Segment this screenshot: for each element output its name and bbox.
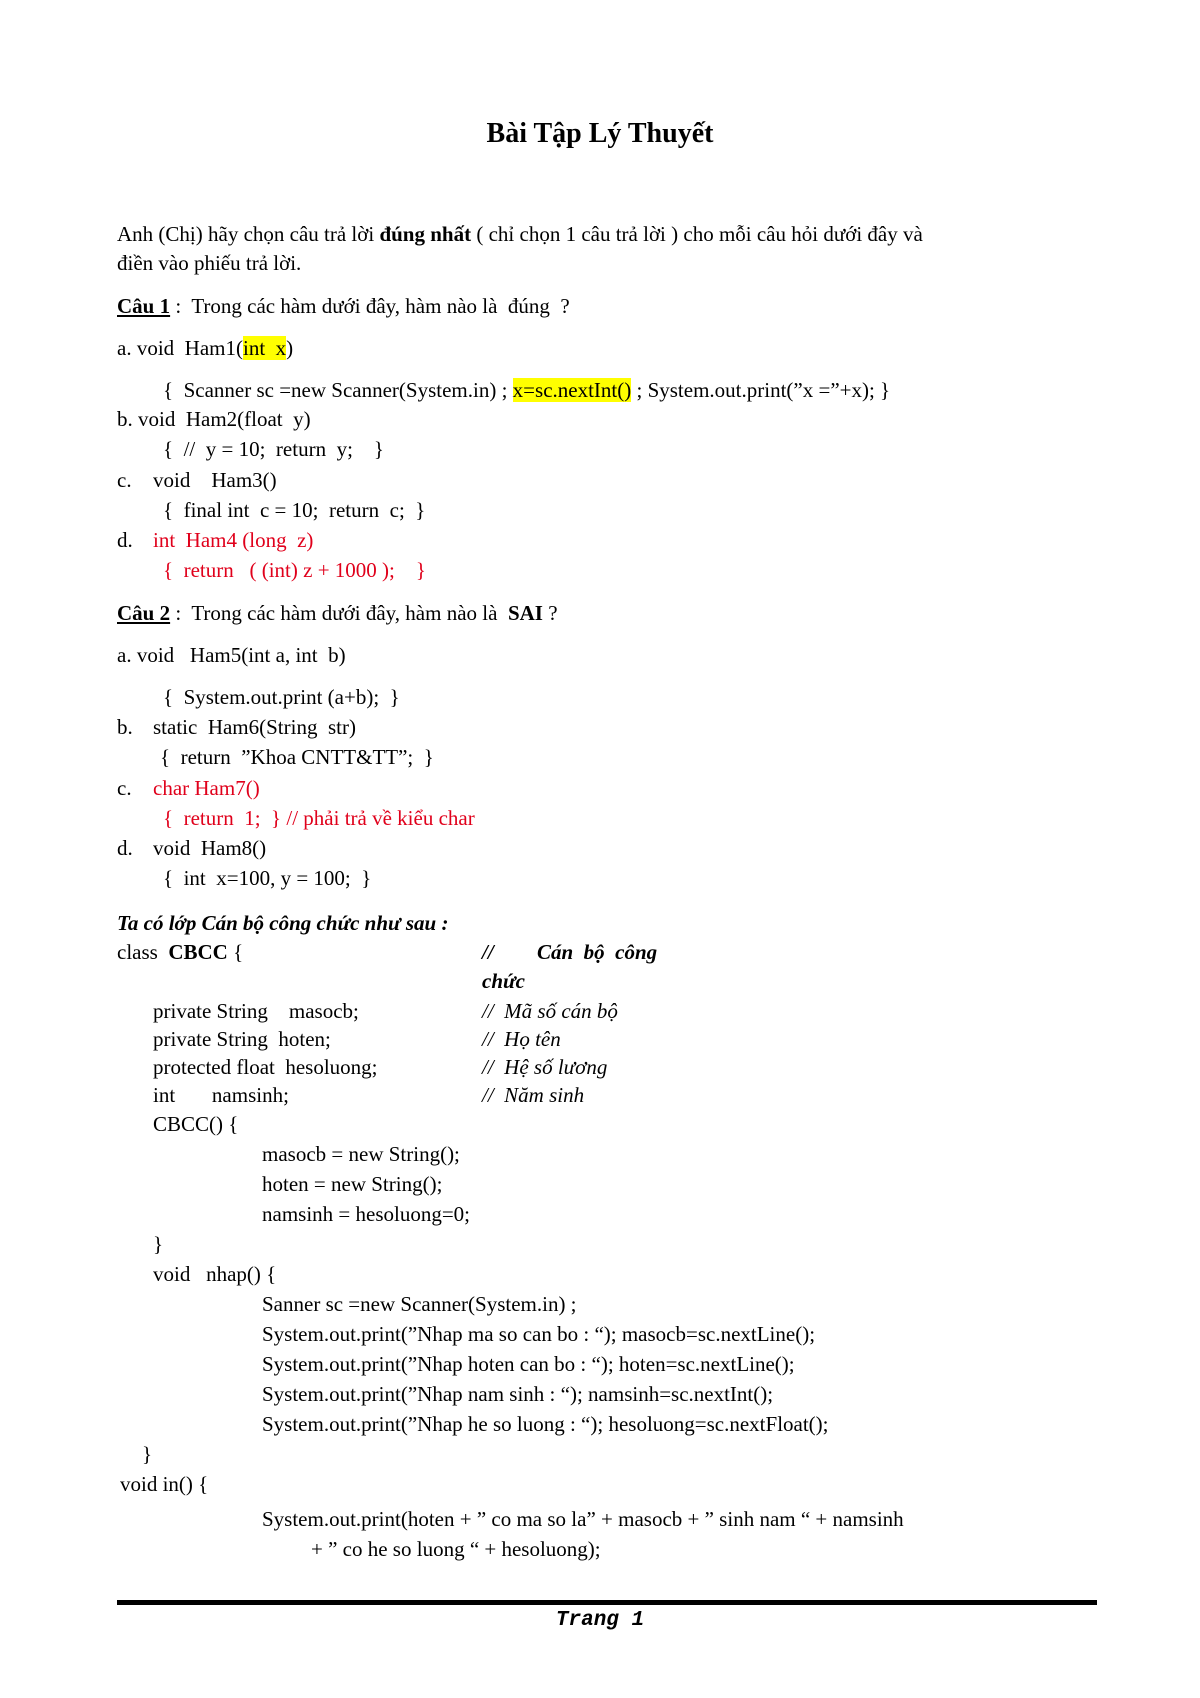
class-declaration: [117, 938, 243, 966]
method-nhap-signature: void nhap() {: [153, 1262, 277, 1286]
question-2: [117, 599, 558, 627]
q1-option-b-signature: b. void Ham2(float y): [117, 407, 311, 431]
intro-text-tail: ( chỉ chọn 1 câu trả lời ) cho mỗi câu hỏi dưới đây và: [471, 222, 923, 246]
code-text: ; System.out.print(”x =”+x); }: [631, 378, 891, 402]
constructor-end: }: [153, 1232, 164, 1256]
page-title: Bài Tập Lý Thuyết: [486, 118, 714, 149]
q2-option-d-label: d.: [117, 836, 133, 860]
q1-option-c-label: c.: [117, 468, 132, 492]
highlight: x=sc.nextInt(): [512, 378, 632, 402]
q2-option-c-body: { return 1; } // phải trả về kiểu char: [163, 806, 475, 830]
question-2-label: Câu 2: [117, 601, 171, 625]
comment-hesoluong: // Hệ số lương: [482, 1055, 608, 1079]
nhap-line-1: Sanner sc =new Scanner(System.in) ;: [262, 1292, 577, 1316]
q2-option-d-signature: void Ham8(): [153, 836, 267, 860]
comment-masocb: // Mã số cán bộ: [482, 999, 618, 1023]
class-name: CBCC: [168, 940, 228, 964]
comment-class-cont: chức: [482, 969, 525, 993]
question-2-text: : Trong các hàm dưới đây, hàm nào là: [170, 601, 508, 625]
intro-text: Anh (Chị) hãy chọn câu trả lời: [117, 222, 380, 246]
comment-slash: //: [482, 940, 494, 964]
footer-rule: [117, 1600, 1097, 1605]
q2-option-c-signature: char Ham7(): [153, 776, 260, 800]
field-masocb: private String masocb;: [153, 999, 359, 1023]
q1-option-a-body: [163, 376, 890, 404]
q2-option-d-body: { int x=100, y = 100; }: [163, 866, 372, 890]
code-text: a. void Ham1(: [117, 336, 243, 360]
field-namsinh: int namsinh;: [153, 1083, 289, 1107]
code-text: {: [227, 940, 244, 964]
q1-option-a-signature: [117, 334, 293, 362]
q2-option-c-label: c.: [117, 776, 132, 800]
q2-option-a-body: { System.out.print (a+b); }: [163, 685, 400, 709]
nhap-line-3: System.out.print(”Nhap hoten can bo : “); hoten=sc.nextLine();: [262, 1352, 795, 1376]
question-1-text: : Trong các hàm dưới đây, hàm nào là đúng ?: [170, 294, 570, 318]
highlight: int x: [242, 336, 287, 360]
intro-line-1: [117, 220, 923, 248]
constructor-signature: CBCC() {: [153, 1112, 239, 1136]
class-heading: Ta có lớp Cán bộ công chức như sau :: [117, 911, 449, 935]
nhap-line-4: System.out.print(”Nhap nam sinh : “); namsinh=sc.nextInt();: [262, 1382, 774, 1406]
code-text: { Scanner sc =new Scanner(System.in) ;: [163, 378, 513, 402]
comment-hoten: // Họ tên: [482, 1027, 561, 1051]
q2-option-b-label: b.: [117, 715, 133, 739]
method-in-signature: void in() {: [120, 1472, 209, 1496]
page-number: Trang 1: [555, 1609, 645, 1632]
constructor-line-1: masocb = new String();: [262, 1142, 460, 1166]
q2-option-b-body: { return ”Khoa CNTT&TT”; }: [160, 745, 434, 769]
field-hoten: private String hoten;: [153, 1027, 331, 1051]
q1-option-b-body: { // y = 10; return y; }: [163, 437, 384, 461]
q2-option-a-signature: a. void Ham5(int a, int b): [117, 643, 346, 667]
q1-option-c-signature: void Ham3(): [153, 468, 277, 492]
field-hesoluong: protected float hesoluong;: [153, 1055, 378, 1079]
question-2-bold: SAI: [507, 601, 543, 625]
question-1-label: Câu 1: [117, 294, 171, 318]
question-2-text-tail: ?: [542, 601, 558, 625]
intro-line-2: điền vào phiếu trả lời.: [117, 251, 302, 275]
constructor-line-2: hoten = new String();: [262, 1172, 443, 1196]
question-1: [117, 292, 570, 320]
q1-option-c-body: { final int c = 10; return c; }: [163, 498, 426, 522]
q1-option-d-label: d.: [117, 528, 133, 552]
comment-namsinh: // Năm sinh: [482, 1083, 585, 1107]
code-text: class: [117, 940, 169, 964]
comment-class: Cán bộ công: [537, 940, 658, 964]
intro-bold: đúng nhất: [379, 222, 472, 246]
nhap-line-2: System.out.print(”Nhap ma so can bo : “); masocb=sc.nextLine();: [262, 1322, 816, 1346]
method-nhap-end: }: [142, 1442, 153, 1466]
q1-option-d-body: { return ( (int) z + 1000 ); }: [163, 558, 426, 582]
in-line-2: + ” co he so luong “ + hesoluong);: [311, 1537, 601, 1561]
constructor-line-3: namsinh = hesoluong=0;: [262, 1202, 471, 1226]
code-text: ): [286, 336, 294, 360]
q1-option-d-signature: int Ham4 (long z): [153, 528, 314, 552]
nhap-line-5: System.out.print(”Nhap he so luong : “); hesoluong=sc.nextFloat();: [262, 1412, 829, 1436]
in-line-1: System.out.print(hoten + ” co ma so la” + masocb + ” sinh nam “ + namsinh: [262, 1507, 904, 1531]
q2-option-b-signature: static Ham6(String str): [153, 715, 356, 739]
